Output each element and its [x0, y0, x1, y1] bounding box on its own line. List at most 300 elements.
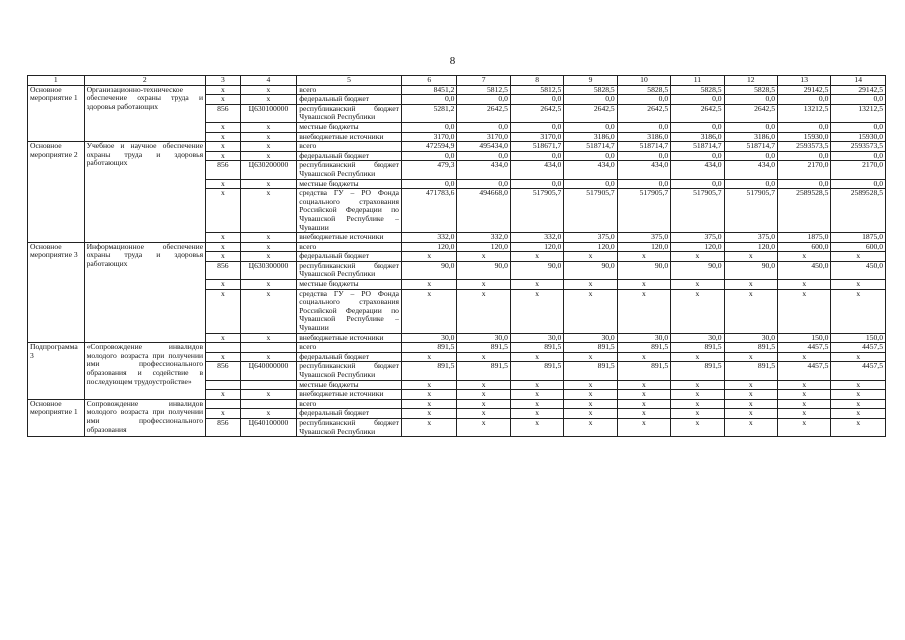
value-cell: 494668,0: [457, 189, 510, 233]
value-cell: 434,0: [564, 161, 617, 179]
funding-source-cell: местные бюджеты: [297, 179, 402, 189]
value-cell: 891,5: [671, 343, 724, 353]
funding-source-cell: республиканский бюджет Чувашской Республики: [297, 104, 402, 122]
value-cell: x: [724, 380, 777, 390]
value-cell: x: [671, 352, 724, 362]
target-code-cell: x: [240, 280, 297, 290]
table-row: [28, 242, 886, 252]
header-cell: 6: [401, 76, 457, 86]
value-cell: 0,0: [457, 151, 510, 161]
value-cell: x: [671, 418, 724, 436]
value-cell: 30,0: [671, 333, 724, 343]
value-cell: 13212,5: [778, 104, 831, 122]
funding-source-cell: всего: [297, 142, 402, 152]
value-cell: 0,0: [831, 179, 886, 189]
header-cell: 12: [724, 76, 777, 86]
value-cell: 2642,5: [564, 104, 617, 122]
value-cell: x: [564, 352, 617, 362]
value-cell: 2589528,5: [831, 189, 886, 233]
value-cell: 0,0: [778, 179, 831, 189]
value-cell: x: [671, 390, 724, 400]
target-code-cell: x: [240, 95, 297, 105]
value-cell: 4457,5: [778, 343, 831, 353]
value-cell: x: [617, 289, 670, 333]
target-code-cell: x: [240, 333, 297, 343]
funding-source-cell: федеральный бюджет: [297, 352, 402, 362]
value-cell: x: [671, 280, 724, 290]
value-cell: 891,5: [617, 362, 670, 380]
value-cell: x: [401, 280, 457, 290]
group-description: Учебное и научное обеспечение охраны труда и здоровья работающих: [84, 142, 206, 243]
value-cell: x: [617, 418, 670, 436]
value-cell: x: [671, 399, 724, 409]
value-cell: x: [778, 409, 831, 419]
value-cell: 471783,6: [401, 189, 457, 233]
value-cell: 517905,7: [617, 189, 670, 233]
value-cell: 90,0: [510, 261, 563, 279]
value-cell: 891,5: [510, 343, 563, 353]
value-cell: x: [831, 409, 886, 419]
funding-source-cell: федеральный бюджет: [297, 151, 402, 161]
funding-source-cell: внебюджетные источники: [297, 132, 402, 142]
value-cell: 90,0: [724, 261, 777, 279]
grbs-code-cell: x: [206, 179, 241, 189]
header-cell: 5: [297, 76, 402, 86]
value-cell: 0,0: [724, 122, 777, 132]
value-cell: x: [457, 380, 510, 390]
funding-source-cell: местные бюджеты: [297, 280, 402, 290]
value-cell: x: [457, 252, 510, 262]
value-cell: 332,0: [510, 233, 563, 243]
value-cell: x: [510, 280, 563, 290]
grbs-code-cell: x: [206, 280, 241, 290]
value-cell: x: [831, 399, 886, 409]
value-cell: x: [564, 399, 617, 409]
target-code-cell: [240, 380, 297, 390]
value-cell: 2593573,5: [831, 142, 886, 152]
value-cell: x: [724, 409, 777, 419]
grbs-code-cell: x: [206, 122, 241, 132]
value-cell: 0,0: [724, 179, 777, 189]
value-cell: 0,0: [671, 151, 724, 161]
value-cell: x: [457, 352, 510, 362]
value-cell: x: [617, 352, 670, 362]
value-cell: 4457,5: [778, 362, 831, 380]
grbs-code-cell: [206, 380, 241, 390]
header-row: [28, 76, 886, 86]
value-cell: x: [564, 280, 617, 290]
value-cell: 891,5: [617, 343, 670, 353]
value-cell: 2642,5: [510, 104, 563, 122]
target-code-cell: [240, 343, 297, 353]
value-cell: 375,0: [671, 233, 724, 243]
value-cell: 30,0: [724, 333, 777, 343]
funding-source-cell: федеральный бюджет: [297, 252, 402, 262]
grbs-code-cell: 856: [206, 362, 241, 380]
target-code-cell: x: [240, 390, 297, 400]
value-cell: x: [457, 409, 510, 419]
value-cell: x: [457, 390, 510, 400]
value-cell: x: [510, 409, 563, 419]
grbs-code-cell: 856: [206, 418, 241, 436]
value-cell: 8451,2: [401, 85, 457, 95]
value-cell: 0,0: [831, 151, 886, 161]
value-cell: 0,0: [564, 122, 617, 132]
value-cell: x: [671, 289, 724, 333]
value-cell: 3186,0: [617, 132, 670, 142]
value-cell: x: [778, 289, 831, 333]
funding-source-cell: республиканский бюджет Чувашской Республики: [297, 362, 402, 380]
value-cell: x: [564, 289, 617, 333]
value-cell: 0,0: [564, 151, 617, 161]
value-cell: 120,0: [617, 242, 670, 252]
value-cell: 0,0: [564, 95, 617, 105]
value-cell: x: [778, 418, 831, 436]
group-label: Основное мероприятие 3: [28, 242, 85, 343]
value-cell: x: [401, 399, 457, 409]
value-cell: 30,0: [401, 333, 457, 343]
target-code-cell: Ц640100000: [240, 418, 297, 436]
value-cell: 0,0: [778, 122, 831, 132]
funding-source-cell: всего: [297, 242, 402, 252]
grbs-code-cell: x: [206, 289, 241, 333]
value-cell: 891,5: [671, 362, 724, 380]
value-cell: 0,0: [401, 95, 457, 105]
value-cell: 30,0: [510, 333, 563, 343]
grbs-code-cell: x: [206, 242, 241, 252]
value-cell: x: [510, 399, 563, 409]
group-description: Сопровождение инвалидов молодого возраста при получении ими профессионального образования: [84, 399, 206, 436]
value-cell: 0,0: [778, 151, 831, 161]
value-cell: x: [724, 352, 777, 362]
value-cell: 518714,7: [617, 142, 670, 152]
value-cell: x: [671, 409, 724, 419]
value-cell: 518714,7: [671, 142, 724, 152]
value-cell: 600,0: [831, 242, 886, 252]
table-row: [28, 343, 886, 353]
value-cell: x: [724, 289, 777, 333]
value-cell: 90,0: [401, 261, 457, 279]
value-cell: 517905,7: [564, 189, 617, 233]
value-cell: x: [778, 352, 831, 362]
grbs-code-cell: x: [206, 390, 241, 400]
value-cell: 0,0: [617, 151, 670, 161]
value-cell: 2593573,5: [778, 142, 831, 152]
value-cell: 891,5: [510, 362, 563, 380]
value-cell: x: [831, 280, 886, 290]
value-cell: 600,0: [778, 242, 831, 252]
header-cell: 3: [206, 76, 241, 86]
value-cell: 891,5: [401, 343, 457, 353]
value-cell: x: [564, 390, 617, 400]
funding-source-cell: местные бюджеты: [297, 122, 402, 132]
target-code-cell: x: [240, 289, 297, 333]
value-cell: 891,5: [564, 362, 617, 380]
grbs-code-cell: 856: [206, 261, 241, 279]
value-cell: x: [724, 399, 777, 409]
grbs-code-cell: x: [206, 151, 241, 161]
target-code-cell: x: [240, 85, 297, 95]
funding-source-cell: республиканский бюджет Чувашской Республики: [297, 418, 402, 436]
value-cell: 0,0: [671, 122, 724, 132]
funding-source-cell: всего: [297, 343, 402, 353]
value-cell: 434,0: [671, 161, 724, 179]
value-cell: 0,0: [401, 151, 457, 161]
grbs-code-cell: [206, 343, 241, 353]
target-code-cell: x: [240, 189, 297, 233]
table-row: [28, 399, 886, 409]
value-cell: 5812,5: [510, 85, 563, 95]
value-cell: 120,0: [724, 242, 777, 252]
value-cell: x: [401, 418, 457, 436]
grbs-code-cell: x: [206, 189, 241, 233]
grbs-code-cell: x: [206, 142, 241, 152]
target-code-cell: [240, 399, 297, 409]
value-cell: x: [457, 399, 510, 409]
value-cell: x: [778, 252, 831, 262]
value-cell: x: [457, 280, 510, 290]
grbs-code-cell: x: [206, 409, 241, 419]
value-cell: 517905,7: [510, 189, 563, 233]
target-code-cell: x: [240, 132, 297, 142]
value-cell: x: [510, 289, 563, 333]
value-cell: x: [510, 380, 563, 390]
table-row: [28, 85, 886, 95]
value-cell: 2642,5: [457, 104, 510, 122]
funding-source-cell: внебюджетные источники: [297, 333, 402, 343]
value-cell: x: [831, 390, 886, 400]
grbs-code-cell: x: [206, 132, 241, 142]
value-cell: 30,0: [457, 333, 510, 343]
value-cell: 2642,5: [671, 104, 724, 122]
value-cell: x: [617, 390, 670, 400]
value-cell: 0,0: [510, 151, 563, 161]
target-code-cell: x: [240, 233, 297, 243]
value-cell: 375,0: [564, 233, 617, 243]
value-cell: 2170,0: [778, 161, 831, 179]
value-cell: x: [617, 380, 670, 390]
value-cell: x: [724, 418, 777, 436]
grbs-code-cell: x: [206, 95, 241, 105]
value-cell: 0,0: [510, 179, 563, 189]
value-cell: 15930,0: [778, 132, 831, 142]
value-cell: 0,0: [671, 179, 724, 189]
value-cell: 4457,5: [831, 362, 886, 380]
funding-source-cell: всего: [297, 399, 402, 409]
target-code-cell: x: [240, 142, 297, 152]
value-cell: x: [510, 390, 563, 400]
target-code-cell: x: [240, 122, 297, 132]
value-cell: x: [510, 352, 563, 362]
header-cell: 13: [778, 76, 831, 86]
value-cell: 0,0: [617, 179, 670, 189]
value-cell: 517905,7: [724, 189, 777, 233]
funding-source-cell: внебюджетные источники: [297, 390, 402, 400]
value-cell: x: [724, 252, 777, 262]
target-code-cell: Ц630100000: [240, 104, 297, 122]
value-cell: x: [724, 390, 777, 400]
value-cell: 1875,0: [831, 233, 886, 243]
value-cell: 15930,0: [831, 132, 886, 142]
value-cell: x: [617, 280, 670, 290]
value-cell: x: [401, 289, 457, 333]
funding-source-cell: республиканский бюджет Чувашской Республики: [297, 161, 402, 179]
value-cell: 891,5: [457, 343, 510, 353]
value-cell: 90,0: [457, 261, 510, 279]
funding-source-cell: федеральный бюджет: [297, 95, 402, 105]
header-cell: 8: [510, 76, 563, 86]
value-cell: 891,5: [724, 343, 777, 353]
value-cell: 2589528,5: [778, 189, 831, 233]
group-label: Подпрограмма 3: [28, 343, 85, 400]
grbs-code-cell: x: [206, 233, 241, 243]
value-cell: 29142,5: [778, 85, 831, 95]
value-cell: 5828,5: [671, 85, 724, 95]
funding-source-cell: средства ГУ – РО Фонда социального страхования Российской Федерации по Чувашской Республике – Чувашии: [297, 189, 402, 233]
value-cell: 891,5: [457, 362, 510, 380]
group-label: Основное мероприятие 2: [28, 142, 85, 243]
grbs-code-cell: 856: [206, 161, 241, 179]
group-description: Организационно-техническое обеспечение охраны труда и здоровья работающих: [84, 85, 206, 142]
grbs-code-cell: x: [206, 252, 241, 262]
value-cell: 30,0: [564, 333, 617, 343]
funding-source-cell: федеральный бюджет: [297, 409, 402, 419]
header-cell: 1: [28, 76, 85, 86]
value-cell: x: [778, 380, 831, 390]
value-cell: x: [724, 280, 777, 290]
value-cell: 0,0: [510, 122, 563, 132]
target-code-cell: x: [240, 242, 297, 252]
value-cell: 434,0: [724, 161, 777, 179]
funding-source-cell: всего: [297, 85, 402, 95]
value-cell: 375,0: [724, 233, 777, 243]
funding-source-cell: средства ГУ – РО Фонда социального страхования Российской Федерации по Чувашской Республике – Чувашии: [297, 289, 402, 333]
grbs-code-cell: x: [206, 85, 241, 95]
value-cell: 120,0: [401, 242, 457, 252]
value-cell: 90,0: [564, 261, 617, 279]
value-cell: 0,0: [564, 179, 617, 189]
value-cell: 5828,5: [617, 85, 670, 95]
header-cell: 4: [240, 76, 297, 86]
target-code-cell: x: [240, 252, 297, 262]
value-cell: 450,0: [778, 261, 831, 279]
target-code-cell: x: [240, 151, 297, 161]
value-cell: 518714,7: [564, 142, 617, 152]
value-cell: 2642,5: [724, 104, 777, 122]
value-cell: 434,0: [617, 161, 670, 179]
value-cell: x: [564, 409, 617, 419]
funding-source-cell: внебюджетные источники: [297, 233, 402, 243]
value-cell: x: [457, 289, 510, 333]
value-cell: 434,0: [457, 161, 510, 179]
value-cell: 1875,0: [778, 233, 831, 243]
target-code-cell: x: [240, 179, 297, 189]
value-cell: 517905,7: [671, 189, 724, 233]
value-cell: x: [778, 390, 831, 400]
value-cell: x: [831, 289, 886, 333]
value-cell: 518714,7: [724, 142, 777, 152]
group-label: Основное мероприятие 1: [28, 399, 85, 436]
target-code-cell: Ц640000000: [240, 362, 297, 380]
value-cell: 0,0: [724, 151, 777, 161]
value-cell: x: [401, 252, 457, 262]
value-cell: x: [564, 252, 617, 262]
value-cell: 0,0: [457, 179, 510, 189]
value-cell: 0,0: [831, 95, 886, 105]
value-cell: x: [401, 352, 457, 362]
value-cell: 3186,0: [564, 132, 617, 142]
value-cell: 891,5: [564, 343, 617, 353]
value-cell: 120,0: [510, 242, 563, 252]
value-cell: 5828,5: [724, 85, 777, 95]
value-cell: 5828,5: [564, 85, 617, 95]
value-cell: x: [778, 280, 831, 290]
value-cell: x: [617, 409, 670, 419]
value-cell: x: [831, 352, 886, 362]
value-cell: 891,5: [724, 362, 777, 380]
value-cell: x: [564, 380, 617, 390]
value-cell: 332,0: [401, 233, 457, 243]
value-cell: x: [564, 418, 617, 436]
page-number: 8: [449, 55, 456, 67]
header-cell: 7: [457, 76, 510, 86]
value-cell: x: [671, 380, 724, 390]
value-cell: x: [457, 418, 510, 436]
value-cell: x: [778, 399, 831, 409]
grbs-code-cell: 856: [206, 104, 241, 122]
value-cell: 0,0: [401, 179, 457, 189]
value-cell: 2642,5: [617, 104, 670, 122]
value-cell: 3170,0: [457, 132, 510, 142]
value-cell: 332,0: [457, 233, 510, 243]
value-cell: x: [510, 418, 563, 436]
group-label: Основное мероприятие 1: [28, 85, 85, 142]
value-cell: x: [617, 252, 670, 262]
value-cell: 90,0: [671, 261, 724, 279]
value-cell: 472594,9: [401, 142, 457, 152]
group-description: «Сопровождение инвалидов молодого возраста при получении ими профессионального образования и содействие в последующем трудоустройстве»: [84, 343, 206, 400]
value-cell: 0,0: [831, 122, 886, 132]
value-cell: x: [510, 252, 563, 262]
value-cell: 120,0: [457, 242, 510, 252]
value-cell: 120,0: [671, 242, 724, 252]
value-cell: 450,0: [831, 261, 886, 279]
value-cell: 120,0: [564, 242, 617, 252]
value-cell: 479,3: [401, 161, 457, 179]
value-cell: 0,0: [724, 95, 777, 105]
value-cell: 2170,0: [831, 161, 886, 179]
value-cell: x: [401, 380, 457, 390]
value-cell: x: [671, 252, 724, 262]
value-cell: x: [831, 380, 886, 390]
value-cell: 0,0: [617, 122, 670, 132]
value-cell: x: [831, 252, 886, 262]
value-cell: x: [617, 399, 670, 409]
funding-source-cell: местные бюджеты: [297, 380, 402, 390]
value-cell: 3170,0: [401, 132, 457, 142]
target-code-cell: x: [240, 409, 297, 419]
header-cell: 14: [831, 76, 886, 86]
value-cell: 0,0: [401, 122, 457, 132]
target-code-cell: x: [240, 352, 297, 362]
value-cell: x: [401, 409, 457, 419]
value-cell: 0,0: [778, 95, 831, 105]
target-code-cell: Ц630300000: [240, 261, 297, 279]
value-cell: 150,0: [778, 333, 831, 343]
header-cell: 2: [84, 76, 206, 86]
value-cell: 3186,0: [671, 132, 724, 142]
value-cell: 5281,2: [401, 104, 457, 122]
